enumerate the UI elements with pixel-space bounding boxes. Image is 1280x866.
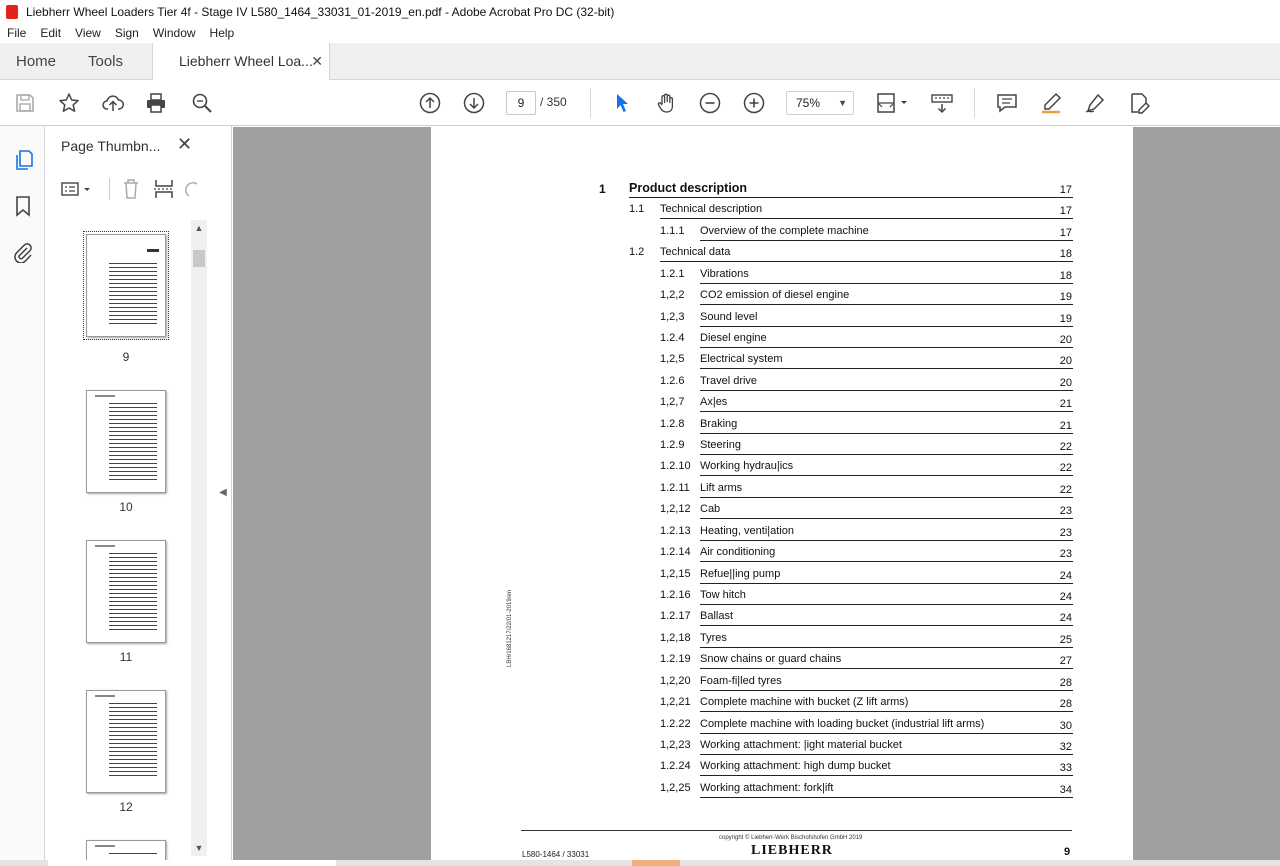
next-page-button[interactable] — [461, 90, 487, 116]
toc-number: 1.2.13 — [660, 525, 691, 537]
toc-number: 1.2.8 — [660, 418, 685, 430]
delete-pages-button[interactable] — [119, 176, 143, 202]
footer-document-code: L580-1464 / 33031 — [522, 850, 590, 859]
thumbnail-list — [59, 220, 207, 860]
arrow-up-circle-icon — [419, 92, 441, 114]
zoom-out-button[interactable] — [697, 90, 723, 116]
toc-title[interactable]: Air conditioning — [700, 546, 776, 558]
upload-cloud-button[interactable] — [100, 90, 126, 116]
toc-number: 1,2,15 — [660, 568, 691, 580]
footer-page-number: 9 — [1064, 846, 1071, 858]
fill-sign-button[interactable] — [1126, 90, 1152, 116]
toc-title[interactable]: Technical description — [660, 203, 763, 215]
toc-page-number: 24 — [1059, 591, 1072, 603]
title-bar — [0, 0, 1280, 23]
scroll-highlight — [632, 860, 680, 866]
toc-number: 1.2 — [629, 246, 645, 258]
toc-rule — [700, 561, 1073, 562]
thumbnail-page-9[interactable] — [59, 234, 207, 374]
hand-tool-button[interactable] — [653, 90, 679, 116]
menu-help[interactable]: Help — [209, 26, 235, 40]
tab-home[interactable]: Home — [16, 53, 57, 70]
toc-rule — [700, 647, 1073, 648]
printer-icon — [145, 92, 167, 114]
toc-number: 1,2,7 — [660, 396, 685, 408]
toc-rule — [700, 797, 1073, 798]
save-button[interactable] — [12, 90, 38, 116]
highlighter-pen-icon — [1040, 92, 1062, 114]
toc-page-number: 23 — [1059, 505, 1072, 517]
toc-page-number: 20 — [1059, 377, 1072, 389]
toc-page-number: 28 — [1059, 698, 1072, 710]
toc-number: 1.1.1 — [660, 225, 685, 237]
toc-page-number: 20 — [1059, 334, 1072, 346]
page-thumbnails-toggle[interactable] — [11, 148, 35, 172]
zoom-in-button[interactable] — [741, 90, 767, 116]
thumbnail-page-13[interactable] — [59, 840, 207, 860]
zoom-level-value: 75% — [796, 96, 821, 110]
toc-page-number: 17 — [1059, 227, 1072, 239]
toc-title[interactable]: Technical data — [660, 246, 731, 258]
print-button[interactable] — [143, 90, 169, 116]
highlight-button[interactable] — [1038, 90, 1064, 116]
toc-number: 1,2,21 — [660, 696, 691, 708]
rotate-icon — [185, 178, 199, 200]
thumbnail-label: 12 — [119, 800, 133, 814]
toc-page-number: 24 — [1059, 612, 1072, 624]
bookmark-icon — [12, 195, 34, 217]
options-menu-icon — [60, 179, 94, 199]
toc-number: 1,2,23 — [660, 739, 691, 751]
toc-title[interactable]: CO2 emission of diesel engine — [700, 289, 850, 301]
toc-title[interactable]: Refue||ing pump — [700, 568, 781, 580]
toc-title[interactable]: Electrical system — [700, 353, 783, 365]
toc-number: 1,2,12 — [660, 503, 691, 515]
thumbnail-page-11[interactable] — [59, 540, 207, 680]
toc-number: 1.2.19 — [660, 653, 691, 665]
page-number-input[interactable]: 9 — [506, 91, 536, 115]
toc-rule — [700, 754, 1073, 755]
toc-rule — [660, 218, 1073, 219]
comment-icon — [996, 92, 1018, 114]
tab-tools[interactable]: Tools — [88, 53, 124, 70]
toc-page-number: 32 — [1059, 741, 1072, 753]
toc-page-number: 17 — [1059, 184, 1072, 196]
rotate-pages-button[interactable] — [183, 176, 201, 202]
toc-title[interactable]: Product description — [629, 181, 748, 195]
select-tool-button[interactable] — [609, 90, 635, 116]
toc-title[interactable]: Tow hitch — [700, 589, 746, 601]
paperclip-icon — [12, 241, 34, 263]
keyboard-down-icon — [931, 92, 953, 114]
scroll-track-segment — [48, 860, 336, 866]
toc-title[interactable]: Foam-fi|led tyres — [700, 675, 782, 687]
window-title: Liebherr Wheel Loaders Tier 4f - Stage IV L580_1464_33031_01-2019_en.pdf - Adobe Acrobat Pro DC (32-bit) — [26, 4, 615, 19]
scroll-mode-button[interactable] — [929, 90, 955, 116]
toc-rule — [700, 283, 1073, 284]
chevron-down-icon: ▼ — [838, 98, 847, 108]
toc-rule — [629, 197, 1073, 198]
toc-page-number: 23 — [1059, 548, 1072, 560]
thumbnail-page-12[interactable] — [59, 690, 207, 830]
zoom-level-select[interactable] — [786, 91, 854, 115]
toc-rule — [660, 261, 1073, 262]
cloud-upload-icon — [102, 92, 124, 114]
toc-rule — [700, 304, 1073, 305]
toc-number: 1.2.17 — [660, 610, 691, 622]
attachments-toggle[interactable] — [11, 240, 35, 264]
toolbar-divider — [590, 88, 591, 118]
toc-title[interactable]: Complete machine with bucket (Z lift arms) — [700, 696, 909, 708]
extract-pages-button[interactable] — [152, 176, 176, 202]
toc-page-number: 18 — [1059, 270, 1072, 282]
toc-rule — [700, 583, 1073, 584]
thumbnail-scrollbar[interactable] — [191, 220, 207, 856]
footer-copyright: copyright © Liebherr-Werk Bischofshofen GmbH 2019 — [719, 835, 863, 841]
toc-number: 1.2.11 — [660, 482, 690, 494]
toc-page-number: 30 — [1059, 720, 1072, 732]
toc-title[interactable]: Braking — [700, 418, 738, 430]
toc-number: 1.2.6 — [660, 375, 685, 387]
toc-number: 1,2,5 — [660, 353, 685, 365]
comment-button[interactable] — [994, 90, 1020, 116]
document-side-code: LBH/1681217/22/01-2019/en — [507, 589, 513, 667]
previous-page-button[interactable] — [417, 90, 443, 116]
menu-edit[interactable]: Edit — [40, 26, 62, 40]
pen-sign-icon — [1084, 92, 1106, 114]
toc-rule — [700, 368, 1073, 369]
page-thumbnails-panel — [45, 126, 232, 860]
thumbnail-options-button[interactable] — [59, 176, 95, 202]
toc-title[interactable]: Working hydrau|ics — [700, 460, 794, 472]
thumbnail-label: 11 — [119, 650, 133, 664]
menu-bar — [0, 23, 1280, 43]
toc-title[interactable]: Working attachment: high dump bucket — [700, 760, 891, 772]
toc-page-number: 28 — [1059, 677, 1072, 689]
toc-page-number: 17 — [1059, 205, 1072, 217]
search-icon — [191, 92, 213, 114]
toc-page-number: 19 — [1059, 313, 1072, 325]
toc-number: 1,2,18 — [660, 632, 691, 644]
thumbnail-image — [86, 390, 166, 493]
toc-rule — [700, 454, 1073, 455]
thumbnail-image — [86, 690, 166, 793]
pages-icon — [12, 149, 34, 171]
page-fit-icon — [876, 92, 908, 114]
toc-page-number: 19 — [1059, 291, 1072, 303]
toc-number: 1.2.4 — [660, 332, 685, 344]
close-tab-icon[interactable]: ✕ — [311, 53, 323, 69]
draw-button[interactable] — [1082, 90, 1108, 116]
thumbnail-image — [86, 234, 166, 337]
tab-bar — [0, 43, 1280, 80]
toc-title[interactable]: Complete machine with loading bucket (industrial lift arms) — [700, 718, 985, 730]
toc-page-number: 18 — [1059, 248, 1072, 260]
menu-view[interactable]: View — [75, 26, 101, 40]
toc-number: 1.2.14 — [660, 546, 691, 558]
toc-title[interactable]: Cab — [700, 503, 721, 515]
close-panel-icon[interactable]: ✕ — [177, 134, 193, 154]
page-display-button[interactable] — [874, 90, 910, 116]
toc-number: 1.2.22 — [660, 718, 691, 730]
scroll-up-icon[interactable]: ▲ — [194, 223, 204, 233]
toc-title[interactable]: Heating, venti|ation — [700, 525, 794, 537]
toc-number: 1.2.10 — [660, 460, 691, 472]
toc-page-number: 20 — [1059, 355, 1072, 367]
tab-document-label: Liebherr Wheel Loa... — [179, 53, 313, 69]
toc-title[interactable]: Travel drive — [700, 375, 758, 387]
toc-number: 1,2,25 — [660, 782, 691, 794]
plus-circle-icon — [743, 92, 765, 114]
toc-title[interactable]: Working attachment: |ight material bucket — [700, 739, 902, 751]
toc-number: 1,2,3 — [660, 311, 685, 323]
toc-title[interactable]: Vibrations — [700, 268, 749, 280]
thumbnail-label: 10 — [119, 500, 133, 514]
page-split-icon — [153, 178, 175, 200]
toc-title[interactable]: Snow chains or guard chains — [700, 653, 842, 665]
tab-document[interactable] — [152, 43, 330, 81]
toc-page-number: 22 — [1059, 484, 1072, 496]
toolbar-divider — [974, 88, 975, 118]
toc-page-number: 33 — [1059, 762, 1072, 774]
toolbar — [0, 80, 1280, 126]
toc-rule — [700, 733, 1073, 734]
toc-title[interactable]: Ballast — [700, 610, 734, 622]
footer-rule — [521, 830, 1072, 831]
toc-page-number: 22 — [1059, 462, 1072, 474]
toc-rule — [700, 475, 1073, 476]
toc-page-number: 22 — [1059, 441, 1072, 453]
thumbnail-image — [86, 840, 166, 860]
left-navigation-rail — [0, 126, 45, 866]
toc-page-number: 25 — [1059, 634, 1072, 646]
toc-title[interactable]: Sound level — [700, 311, 758, 323]
toc-number: 1,2,20 — [660, 675, 691, 687]
scroll-thumb[interactable] — [193, 250, 205, 267]
toc-rule — [700, 668, 1073, 669]
menu-window[interactable]: Window — [152, 26, 196, 40]
toc-number: 1 — [599, 182, 606, 196]
table-of-contents — [431, 127, 1133, 807]
toc-number: 1.1 — [629, 203, 645, 215]
toc-page-number: 24 — [1059, 570, 1072, 582]
horizontal-scrollbar[interactable] — [0, 860, 1280, 866]
toc-number: 1.2.9 — [660, 439, 685, 451]
toc-title[interactable]: Tyres — [700, 632, 727, 644]
thumbnail-image — [86, 540, 166, 643]
pointer-arrow-icon — [611, 92, 633, 114]
toc-number: 1.2.1 — [660, 268, 685, 280]
toc-page-number: 21 — [1059, 420, 1072, 432]
hand-icon — [655, 92, 677, 114]
bookmark-star-button[interactable] — [56, 90, 82, 116]
thumbnail-page-10[interactable] — [59, 390, 207, 530]
save-icon — [14, 92, 36, 114]
toc-number: 1.2.16 — [660, 589, 691, 601]
toc-rule — [700, 604, 1073, 605]
toc-page-number: 21 — [1059, 398, 1072, 410]
menu-file[interactable]: File — [7, 26, 27, 40]
toc-rule — [700, 390, 1073, 391]
toc-title[interactable]: Ax|es — [700, 396, 728, 408]
toc-rule — [700, 497, 1073, 498]
liebherr-logo: LIEBHERR — [751, 843, 833, 858]
document-viewer[interactable] — [233, 127, 1280, 860]
toc-number: 1,2,2 — [660, 289, 685, 301]
toc-rule — [700, 326, 1073, 327]
document-page — [431, 127, 1133, 860]
panel-toolbar — [59, 176, 201, 206]
toc-rule — [700, 433, 1073, 434]
scroll-down-icon[interactable]: ▼ — [194, 843, 204, 853]
toc-rule — [700, 690, 1073, 691]
toc-rule — [700, 775, 1073, 776]
arrow-down-circle-icon — [463, 92, 485, 114]
toc-rule — [700, 540, 1073, 541]
toc-rule — [700, 711, 1073, 712]
bookmarks-toggle[interactable] — [11, 194, 35, 218]
toc-rule — [700, 625, 1073, 626]
minus-circle-icon — [699, 92, 721, 114]
menu-sign[interactable]: Sign — [114, 26, 139, 40]
collapse-panel-icon[interactable]: ◀ — [219, 487, 227, 498]
toc-title[interactable]: Diesel engine — [700, 332, 767, 344]
document-edit-icon — [1128, 92, 1150, 114]
toc-title[interactable]: Steering — [700, 439, 741, 451]
panel-tool-divider — [109, 178, 110, 200]
toc-rule — [700, 240, 1073, 241]
toc-rule — [700, 347, 1073, 348]
toc-title[interactable]: Overview of the complete machine — [700, 225, 869, 237]
acrobat-app-icon — [6, 5, 18, 19]
toc-page-number: 23 — [1059, 527, 1072, 539]
toc-title[interactable]: Lift arms — [700, 482, 743, 494]
find-zoom-button[interactable] — [189, 90, 215, 116]
star-icon — [58, 92, 80, 114]
thumbnail-label: 9 — [122, 350, 130, 364]
page-total: / 350 — [540, 95, 567, 109]
toc-rule — [700, 518, 1073, 519]
toc-rule — [700, 411, 1073, 412]
toc-page-number: 27 — [1059, 655, 1072, 667]
toc-title[interactable]: Working attachment: fork|ift — [700, 782, 834, 794]
toc-page-number: 34 — [1059, 784, 1072, 796]
panel-title: Page Thumbn... — [61, 138, 161, 154]
toc-number: 1.2.24 — [660, 760, 691, 772]
trash-icon — [121, 178, 141, 200]
